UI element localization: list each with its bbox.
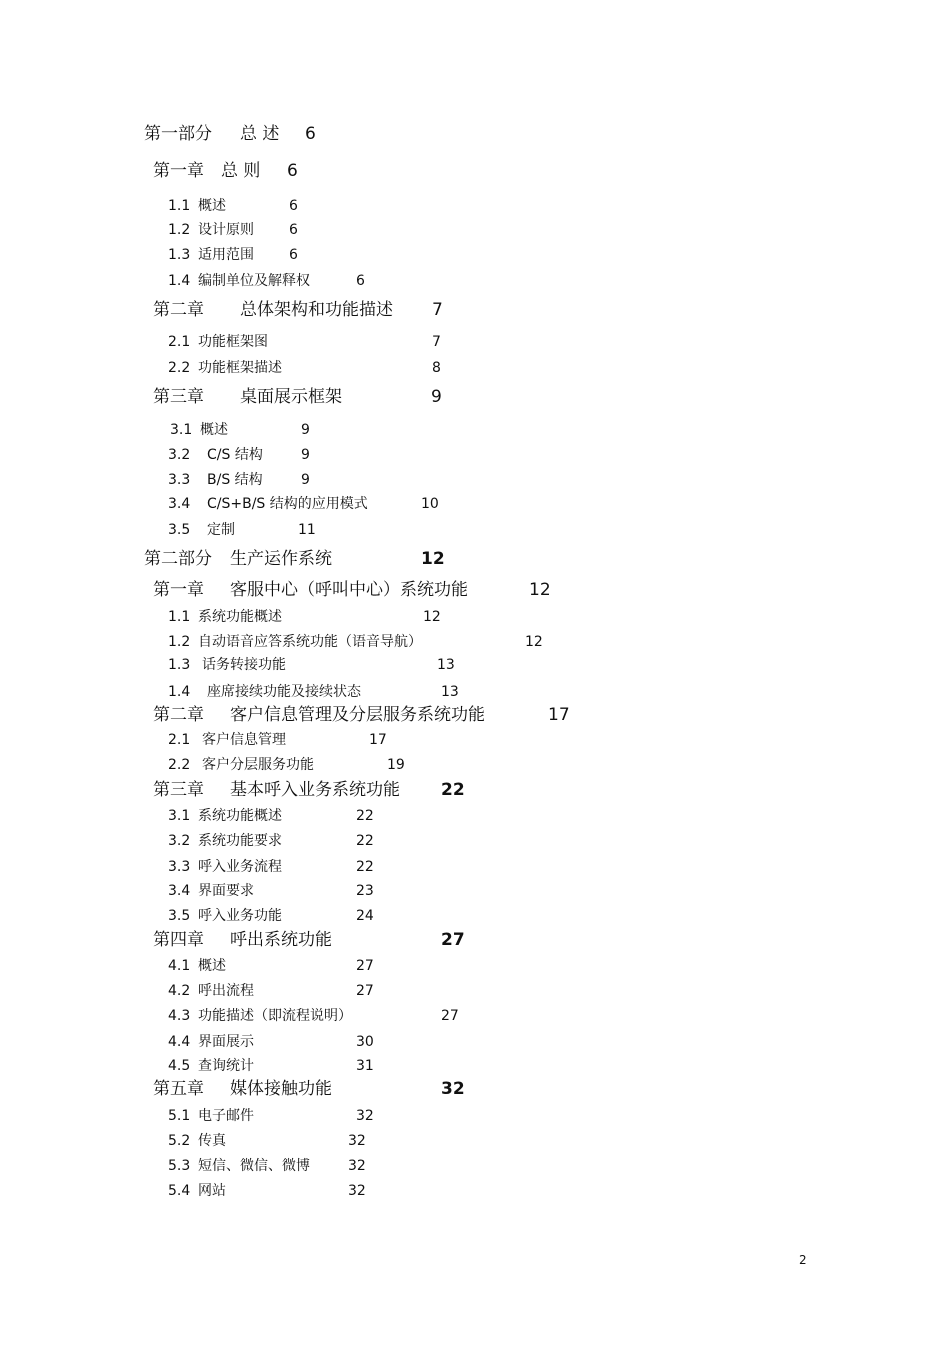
section-title: 概述 bbox=[198, 198, 226, 214]
chapter-number: 第二章 bbox=[153, 705, 204, 725]
page-ref: 32 bbox=[356, 1108, 374, 1124]
section-number: 1.1 bbox=[168, 198, 191, 214]
page-ref: 7 bbox=[432, 300, 443, 320]
chapter-number: 第一章 bbox=[153, 161, 204, 181]
page-ref: 10 bbox=[421, 496, 439, 512]
section-title: 界面要求 bbox=[198, 883, 254, 899]
page-ref: 8 bbox=[432, 360, 441, 376]
page-ref: 32 bbox=[348, 1133, 366, 1149]
page-ref: 32 bbox=[348, 1158, 366, 1174]
section-number: 2.1 bbox=[168, 732, 191, 748]
page-ref: 27 bbox=[356, 958, 374, 974]
page-ref: 9 bbox=[431, 387, 442, 407]
page-ref: 31 bbox=[356, 1058, 374, 1074]
page-ref: 24 bbox=[356, 908, 374, 924]
chapter-title: 呼出系统功能 bbox=[230, 930, 332, 950]
page-ref: 12 bbox=[423, 609, 441, 625]
section-title: 功能描述（即流程说明） bbox=[198, 1008, 352, 1024]
page-ref: 32 bbox=[348, 1183, 366, 1199]
page-ref: 9 bbox=[301, 472, 310, 488]
section-number: 1.4 bbox=[168, 273, 191, 289]
section-title: 系统功能要求 bbox=[198, 833, 282, 849]
section-title: 适用范围 bbox=[198, 247, 254, 263]
section-number: 5.2 bbox=[168, 1133, 191, 1149]
page-ref: 22 bbox=[356, 833, 374, 849]
chapter-number: 第五章 bbox=[153, 1079, 204, 1099]
page-ref: 27 bbox=[356, 983, 374, 999]
chapter-title: 桌面展示框架 bbox=[240, 387, 342, 407]
section-title: 话务转接功能 bbox=[202, 657, 286, 673]
section-title: 查询统计 bbox=[198, 1058, 254, 1074]
page-ref: 17 bbox=[548, 705, 570, 725]
page-ref: 19 bbox=[387, 757, 405, 773]
section-title: 系统功能概述 bbox=[198, 808, 282, 824]
section-title: 座席接续功能及接续状态 bbox=[207, 684, 361, 700]
page-ref: 12 bbox=[525, 634, 543, 650]
section-title: 呼出流程 bbox=[198, 983, 254, 999]
chapter-title: 客服中心（呼叫中心）系统功能 bbox=[230, 580, 468, 600]
section-title: 界面展示 bbox=[198, 1034, 254, 1050]
page-ref: 32 bbox=[441, 1079, 465, 1099]
section-number: 1.4 bbox=[168, 684, 191, 700]
section-title: 编制单位及解释权 bbox=[198, 273, 310, 289]
section-title: C/S 结构 bbox=[207, 447, 263, 463]
chapter-number: 第三章 bbox=[153, 387, 204, 407]
page-ref: 6 bbox=[287, 161, 298, 181]
section-title: 定制 bbox=[207, 522, 235, 538]
section-number: 3.1 bbox=[170, 422, 193, 438]
section-number: 4.2 bbox=[168, 983, 191, 999]
page-number: 2 bbox=[799, 1253, 807, 1267]
page-ref: 12 bbox=[421, 549, 445, 569]
page-ref: 6 bbox=[305, 124, 316, 144]
section-number: 5.3 bbox=[168, 1158, 191, 1174]
section-title: 传真 bbox=[198, 1133, 226, 1149]
page-ref: 27 bbox=[441, 930, 465, 950]
section-title: 概述 bbox=[198, 958, 226, 974]
section-number: 1.2 bbox=[168, 222, 191, 238]
section-number: 1.3 bbox=[168, 247, 191, 263]
section-title: 系统功能概述 bbox=[198, 609, 282, 625]
section-title: 功能框架图 bbox=[198, 334, 268, 350]
part-title: 总 述 bbox=[240, 124, 280, 144]
section-number: 1.1 bbox=[168, 609, 191, 625]
section-title: 客户分层服务功能 bbox=[202, 757, 314, 773]
chapter-number: 第二章 bbox=[153, 300, 204, 320]
page-ref: 22 bbox=[356, 808, 374, 824]
section-title: 网站 bbox=[198, 1183, 226, 1199]
section-number: 3.3 bbox=[168, 859, 191, 875]
section-title: 自动语音应答系统功能（语音导航） bbox=[198, 634, 422, 650]
page-ref: 6 bbox=[356, 273, 365, 289]
section-number: 4.3 bbox=[168, 1008, 191, 1024]
section-number: 4.1 bbox=[168, 958, 191, 974]
page-ref: 23 bbox=[356, 883, 374, 899]
section-title: 概述 bbox=[200, 422, 228, 438]
page-ref: 13 bbox=[441, 684, 459, 700]
chapter-title: 客户信息管理及分层服务系统功能 bbox=[230, 705, 485, 725]
section-number: 4.4 bbox=[168, 1034, 191, 1050]
page-ref: 27 bbox=[441, 1008, 459, 1024]
page-ref: 30 bbox=[356, 1034, 374, 1050]
page-ref: 9 bbox=[301, 447, 310, 463]
chapter-title: 总 则 bbox=[221, 161, 261, 181]
page-ref: 7 bbox=[432, 334, 441, 350]
part-number: 第二部分 bbox=[144, 549, 212, 569]
section-number: 4.5 bbox=[168, 1058, 191, 1074]
page-ref: 9 bbox=[301, 422, 310, 438]
section-number: 5.1 bbox=[168, 1108, 191, 1124]
chapter-number: 第三章 bbox=[153, 780, 204, 800]
part-title: 生产运作系统 bbox=[230, 549, 332, 569]
section-title: 呼入业务流程 bbox=[198, 859, 282, 875]
section-title: C/S+B/S 结构的应用模式 bbox=[207, 496, 368, 512]
section-number: 1.3 bbox=[168, 657, 191, 673]
part-number: 第一部分 bbox=[144, 124, 212, 144]
section-title: 客户信息管理 bbox=[202, 732, 286, 748]
section-number: 1.2 bbox=[168, 634, 191, 650]
section-title: B/S 结构 bbox=[207, 472, 263, 488]
section-title: 呼入业务功能 bbox=[198, 908, 282, 924]
section-number: 2.2 bbox=[168, 360, 191, 376]
page-ref: 6 bbox=[289, 198, 298, 214]
page-ref: 6 bbox=[289, 247, 298, 263]
section-number: 3.5 bbox=[168, 522, 191, 538]
section-number: 5.4 bbox=[168, 1183, 191, 1199]
section-title: 短信、微信、微博 bbox=[198, 1158, 310, 1174]
section-number: 2.2 bbox=[168, 757, 191, 773]
chapter-title: 总体架构和功能描述 bbox=[240, 300, 393, 320]
section-number: 3.1 bbox=[168, 808, 191, 824]
chapter-number: 第一章 bbox=[153, 580, 204, 600]
section-number: 2.1 bbox=[168, 334, 191, 350]
chapter-title: 媒体接触功能 bbox=[230, 1079, 332, 1099]
section-number: 3.5 bbox=[168, 908, 191, 924]
page-ref: 12 bbox=[529, 580, 551, 600]
page-ref: 13 bbox=[437, 657, 455, 673]
section-number: 3.2 bbox=[168, 447, 191, 463]
chapter-title: 基本呼入业务系统功能 bbox=[230, 780, 400, 800]
section-number: 3.3 bbox=[168, 472, 191, 488]
section-number: 3.2 bbox=[168, 833, 191, 849]
section-title: 设计原则 bbox=[198, 222, 254, 238]
page-ref: 22 bbox=[441, 780, 465, 800]
page-ref: 11 bbox=[298, 522, 316, 538]
section-number: 3.4 bbox=[168, 496, 191, 512]
section-title: 功能框架描述 bbox=[198, 360, 282, 376]
page-ref: 22 bbox=[356, 859, 374, 875]
chapter-number: 第四章 bbox=[153, 930, 204, 950]
page-ref: 6 bbox=[289, 222, 298, 238]
page-ref: 17 bbox=[369, 732, 387, 748]
section-number: 3.4 bbox=[168, 883, 191, 899]
section-title: 电子邮件 bbox=[198, 1108, 254, 1124]
